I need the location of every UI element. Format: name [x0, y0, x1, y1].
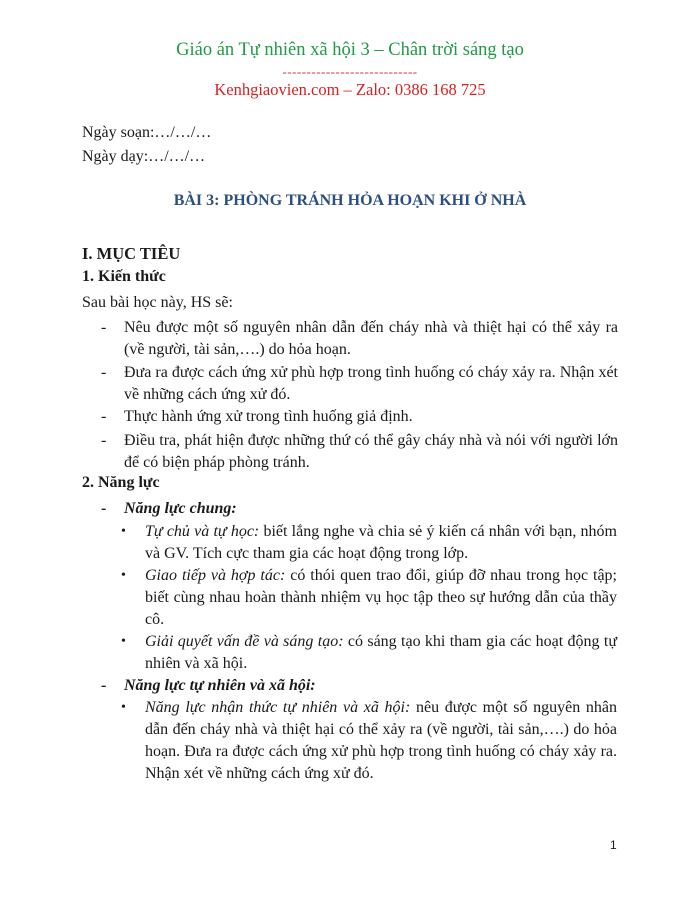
general-competence-label: Năng lực chung:	[124, 500, 237, 517]
lesson-title: BÀI 3: PHÒNG TRÁNH HỎA HOẠN KHI Ở NHÀ	[173, 192, 527, 209]
competence-item	[145, 631, 617, 675]
bullet-icon: •	[121, 634, 126, 649]
header-divider: ----------------------------	[282, 64, 418, 79]
list-dash: -	[101, 408, 107, 425]
bullet-icon: •	[121, 568, 126, 583]
competence-item-text: nêu được một số nguyên nhân dẫn đến cháy nhà và thiệt hại có thể xảy ra (về người, tài sản,….) do hỏa hoạn. Đưa ra được cách ứng xử phù hợp trong tình huống có cháy xảy ra. Nhận xét về những cách ứng xử đó.	[145, 699, 618, 782]
competence-item-text: biết lắng nghe và chia sẻ ý kiến cá nhân với bạn, nhóm và GV. Tích cực tham gia các hoạt động trong lớp.	[145, 523, 617, 562]
knowledge-item: Nêu được một số nguyên nhân dẫn đến cháy nhà và thiệt hại có thể xảy ra (về người, tài sản,….) do hỏa hoạn.	[124, 319, 618, 358]
competence-item-label: Tự chủ và tự học:	[145, 523, 260, 540]
bullet-icon: •	[121, 524, 126, 539]
competence-item-text: có sáng tạo khi tham gia các hoạt động tự nhiên và xã hội.	[145, 633, 617, 672]
specific-competence-label: Năng lực tự nhiên và xã hội:	[124, 677, 316, 694]
knowledge-item: Đưa ra được cách ứng xử phù hợp trong tình huống có cháy xảy ra. Nhận xét về những cách ứng xử đó.	[124, 364, 618, 403]
competence-item	[145, 521, 617, 565]
list-dash: -	[101, 500, 107, 517]
list-dash: -	[101, 432, 107, 449]
header-contact: Kenhgiaovien.com – Zalo: 0386 168 725	[214, 80, 486, 99]
date-prepared: Ngày soạn:…/…/…	[82, 124, 212, 141]
page-number: 1	[610, 838, 617, 852]
competence-item-label: Giao tiếp và hợp tác:	[145, 567, 286, 584]
subsection-heading-competence: 2. Năng lực	[82, 474, 160, 491]
list-dash: -	[101, 319, 107, 336]
knowledge-intro: Sau bài học này, HS sẽ:	[82, 294, 233, 311]
competence-item-label: Năng lực nhận thức tự nhiên và xã hội:	[145, 699, 411, 716]
competence-item	[145, 697, 617, 785]
knowledge-item: Thực hành ứng xử trong tình huống giả định.	[124, 408, 413, 425]
knowledge-item: Điều tra, phát hiện được những thứ có thể gây cháy nhà và nói với người lớn để có biện pháp phòng tránh.	[124, 432, 618, 471]
list-dash: -	[101, 677, 107, 694]
date-taught: Ngày dạy:…/…/…	[82, 148, 206, 165]
subsection-heading-knowledge: 1. Kiến thức	[82, 268, 166, 285]
bullet-icon: •	[121, 700, 126, 715]
header-title: Giáo án Tự nhiên xã hội 3 – Chân trời sáng tạo	[176, 40, 524, 60]
competence-item-label: Giải quyết vấn đề và sáng tạo:	[145, 633, 344, 650]
competence-item	[145, 565, 617, 631]
section-heading-objectives: I. MỤC TIÊU	[82, 244, 181, 263]
competence-item-text: có thói quen trao đổi, giúp đỡ nhau trong học tập; biết cùng nhau hoàn thành nhiệm vụ học tập theo sự hướng dẫn của thầy cô.	[145, 567, 617, 628]
list-dash: -	[101, 364, 107, 381]
